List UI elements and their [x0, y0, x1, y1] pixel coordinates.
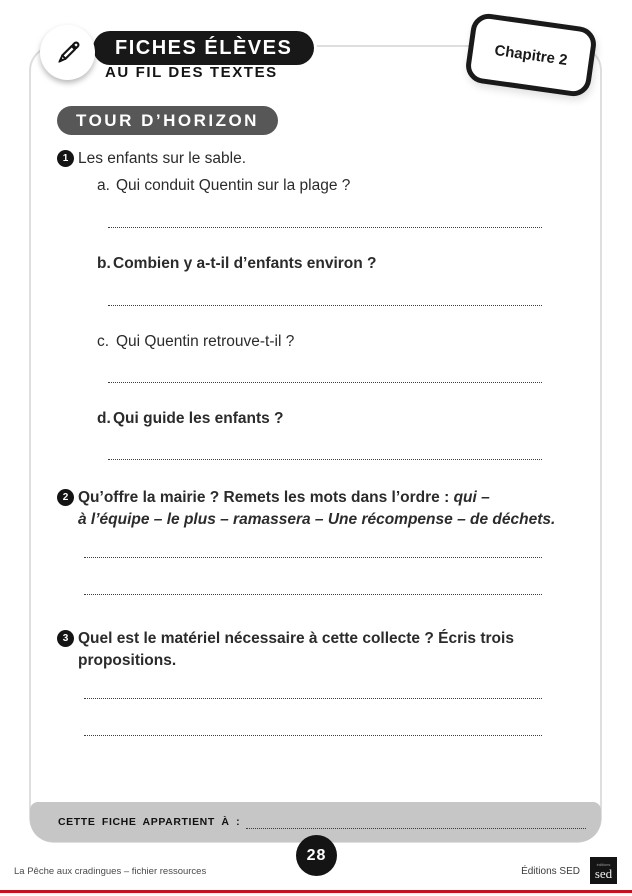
subquestion-a-text: Qui conduit Quentin sur la plage ? — [116, 177, 351, 194]
subquestion-b-text: Combien y a-t-il d’enfants environ ? — [113, 255, 377, 272]
question-1-title: Les enfants sur le sable. — [78, 150, 247, 167]
pencil-badge — [40, 25, 95, 80]
question-2-words-line2: à l’équipe – le plus – ramassera – Une récompense – de déchets. — [78, 511, 556, 528]
publisher-name: Éditions SED — [521, 866, 580, 877]
publisher-logo-top-text: éditions — [596, 861, 611, 867]
question-3-number: 3 — [57, 630, 74, 647]
answer-line-c[interactable] — [108, 382, 542, 383]
bottom-red-rule — [0, 890, 632, 893]
question-1-number: 1 — [57, 150, 74, 167]
ownership-answer-line[interactable] — [246, 816, 586, 829]
answer-line-d[interactable] — [108, 459, 542, 460]
question-2-text-normal: Qu’offre la mairie ? Remets les mots dans l’ordre : — [78, 489, 454, 506]
answer-line-q3-2[interactable] — [84, 735, 542, 736]
pencil-icon — [53, 38, 83, 68]
subquestion-d-letter: d. — [97, 410, 111, 427]
series-subtitle: AU FIL DES TEXTES — [105, 64, 278, 81]
subquestion-d-text: Qui guide les enfants ? — [113, 410, 284, 427]
ownership-label: CETTE FICHE APPARTIENT À : — [58, 816, 241, 828]
subquestion-a-letter: a. — [97, 177, 110, 194]
section-title-pill: TOUR D’HORIZON — [57, 106, 278, 135]
series-title-pill: FICHES ÉLÈVES — [93, 31, 314, 65]
book-title: La Pêche aux cradingues – fichier ressources — [14, 866, 207, 877]
answer-line-q2-2[interactable] — [84, 594, 542, 595]
subquestion-b-letter: b. — [97, 255, 111, 272]
publisher-logo — [590, 857, 617, 884]
question-2-number: 2 — [57, 489, 74, 506]
answer-line-b[interactable] — [108, 305, 542, 306]
question-3-text — [78, 628, 578, 672]
answer-line-q3-1[interactable] — [84, 698, 542, 699]
subquestion-c-text: Qui Quentin retrouve-t-il ? — [116, 333, 295, 350]
question-2-text — [78, 487, 578, 531]
page-number-badge: 28 — [296, 835, 337, 876]
answer-line-a[interactable] — [108, 227, 542, 228]
question-3-text-line2: propositions. — [78, 652, 177, 669]
answer-line-q2-1[interactable] — [84, 557, 542, 558]
publisher-logo-text: sed — [594, 865, 613, 881]
question-3-text-line1: Quel est le matériel nécessaire à cette collecte ? Écris trois — [78, 630, 514, 647]
chapter-label: Chapitre 2 — [493, 41, 569, 69]
question-2-words-line1: qui – — [453, 489, 490, 506]
subquestion-c-letter: c. — [97, 333, 110, 350]
